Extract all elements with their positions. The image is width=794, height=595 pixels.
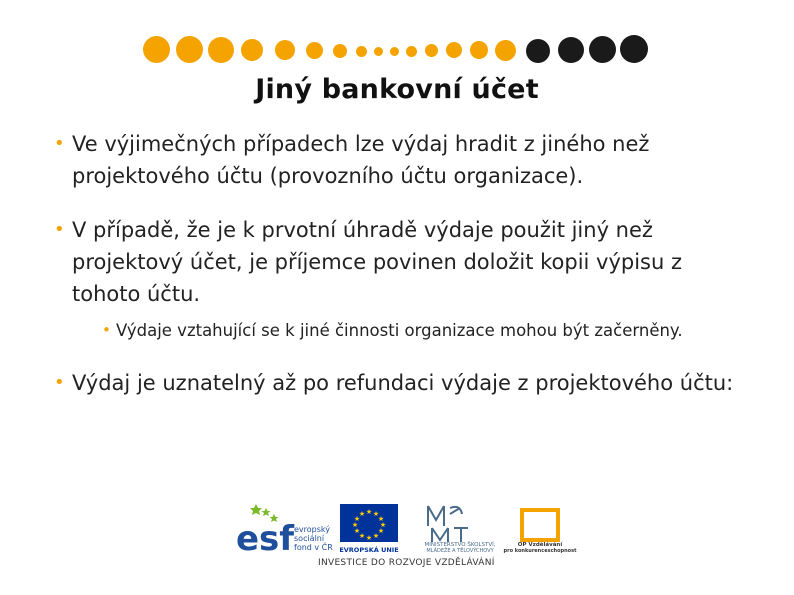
bullet-text: Výdaj je uznatelný až po refundaci výdaje z projektového účtu: — [72, 371, 734, 395]
dot-dark — [589, 36, 616, 63]
dot-orange-small — [390, 47, 399, 56]
slide-content — [54, 128, 754, 399]
decorative-dot-row — [0, 0, 794, 80]
svg-text:★: ★ — [372, 532, 380, 540]
svg-text:★: ★ — [353, 515, 361, 523]
eu-label: EVROPSKÁ UNIE — [339, 546, 399, 554]
bullet-icon: • — [54, 133, 65, 154]
dot-dark — [558, 37, 584, 63]
sub-bullet-item — [102, 318, 754, 343]
esf-logo — [236, 502, 336, 554]
eu-flag-logo — [338, 504, 400, 554]
dot-orange-small — [406, 46, 417, 57]
svg-text:★: ★ — [358, 532, 366, 540]
op-label-line: OP Vzdělávání — [517, 542, 563, 548]
svg-text:★: ★ — [377, 515, 385, 523]
msmt-label-line: MINISTERSTVO ŠKOLSTVÍ, — [424, 542, 496, 548]
dot-orange-large — [143, 36, 170, 63]
esf-text-line: evropský — [294, 525, 330, 534]
op-vk-logo — [502, 502, 578, 554]
bullet-item — [54, 214, 754, 310]
svg-text:★: ★ — [365, 508, 373, 516]
bullet-icon: • — [54, 219, 65, 240]
bullet-item — [54, 128, 754, 192]
svg-text:★: ★ — [351, 521, 359, 529]
slide-title: Jiný bankovní účet — [255, 74, 539, 105]
dot-orange-small — [425, 44, 438, 57]
esf-text-line: fond v ČR — [294, 543, 333, 552]
dot-orange-large — [176, 36, 203, 63]
dot-orange-small — [374, 47, 383, 56]
dot-orange-medium — [306, 42, 323, 59]
svg-text:★: ★ — [365, 534, 373, 542]
dot-orange-small — [333, 44, 347, 58]
dot-orange-small — [356, 46, 367, 57]
svg-text:★: ★ — [358, 510, 366, 518]
svg-text:★: ★ — [377, 527, 385, 535]
dot-orange-medium — [495, 40, 516, 61]
dot-orange-large — [208, 37, 234, 63]
dot-orange-medium — [275, 40, 295, 60]
bullet-icon: • — [54, 372, 65, 393]
dot-dark — [526, 39, 550, 63]
svg-text:★: ★ — [379, 521, 387, 529]
bullet-item — [54, 367, 754, 399]
dot-orange-medium — [241, 39, 263, 61]
bullet-text: Ve výjimečných případech lze výdaj hradit z jiného než projektového účtu (provozního účtu organizace). — [72, 132, 650, 188]
esf-text-line: sociální — [294, 534, 325, 543]
op-label-line: pro konkurenceschopnost — [503, 548, 577, 554]
bullet-text: V případě, že je k prvotní úhradě výdaje použit jiný než projektový účet, je příjemce povinen doložit kopii výpisu z tohoto účtu. — [72, 218, 683, 306]
dot-orange-medium — [470, 41, 488, 59]
svg-text:★: ★ — [353, 527, 361, 535]
msmt-logo — [410, 500, 510, 554]
svg-text:★: ★ — [372, 510, 380, 518]
msmt-label-line: MLÁDEŽE A TĚLOVÝCHOVY — [426, 548, 494, 554]
sub-bullet-text: Výdaje vztahující se k jiné činnosti organizace mohou být začerněny. — [116, 321, 683, 340]
dot-orange-medium — [446, 42, 462, 58]
logo-caption: INVESTICE DO ROZVOJE VZDĚLÁVÁNÍ — [318, 558, 495, 568]
dot-dark — [620, 35, 648, 63]
bullet-icon: • — [102, 321, 111, 339]
svg-text:esf: esf — [236, 519, 295, 554]
